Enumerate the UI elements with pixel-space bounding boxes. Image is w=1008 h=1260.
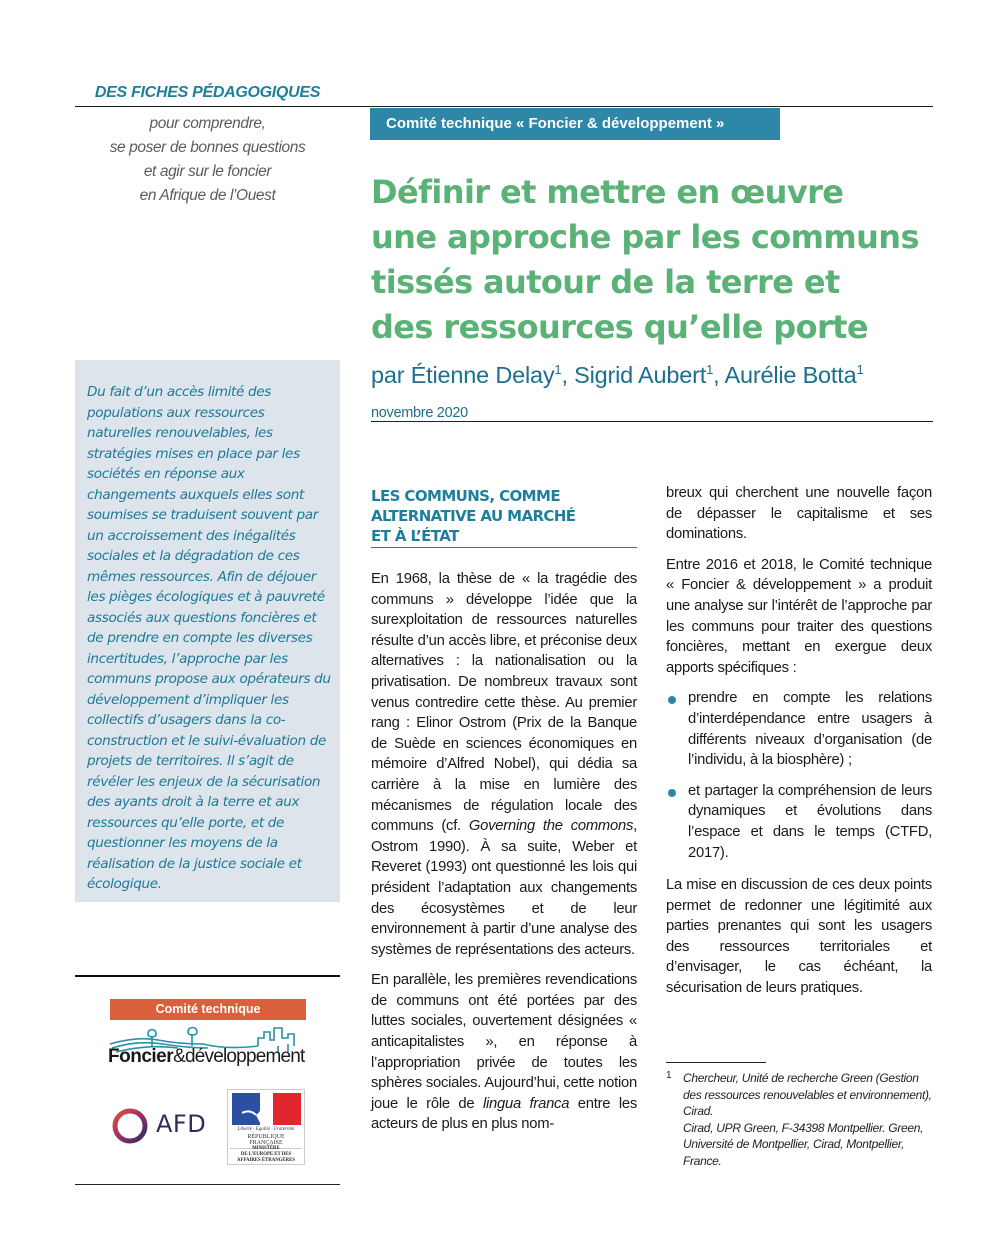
foncier-developpement-logo (108, 1046, 305, 1068)
paragraph-continuation: breux qui cherchent une nouvelle façon de dépasser le capitalisme et ses dominations. (666, 485, 932, 543)
marianne-flag-icon (232, 1093, 301, 1125)
date-divider (371, 421, 933, 422)
committee-banner: Comité technique « Foncier & développement » (370, 108, 780, 140)
author-name: par Étienne Delay (371, 362, 555, 388)
abstract-text: Du fait d’un accès limité des populations aux ressources naturelles renouvelables, les stratégies mises en place par les sociétés en réponse aux changements auxquels elles sont soumises se traduisent souvent par un accroissement des inégalités sociales et la dégradation de ces mêmes ressources. Afin de déjouer les pièges écologiques et à pauvreté associés aux questions foncières et de prendre en compte les diverses incertitudes, l’approche par les communs propose aux opérateurs du développement d’impliquer les collectifs d’usagers dans la co-construction et le suivi-évaluation de projets de territoires. Il s’agit de révéler les enjeux de la sécurisation des ayants droit à la terre et aux ressources qu’elle porte, et de questionner les moyens de la réalisation de la justice sociale et écologique. (87, 384, 331, 892)
committee-badge: Comité technique (110, 999, 306, 1020)
text-run: En parallèle, les premières revendications de communs ont été portées par des luttes sociales, ouvertement désignées « anticapitalistes », en réponse à l’appropriation privée de toutes les sphères sociales. Aujourd’hui, cette notion joue le rôle de (371, 972, 637, 1112)
section-heading (371, 486, 637, 546)
author-footnote-ref[interactable]: 1 (554, 362, 562, 378)
rf-motto: Liberté · Égalité · Fraternité (237, 1127, 295, 1132)
ministry-line: AFFAIRES ÉTRANGÈRES (237, 1158, 295, 1163)
footnote (666, 1070, 932, 1169)
section-heading-line: ET À L’ÉTAT (371, 527, 459, 545)
afd-ring-icon (110, 1106, 150, 1146)
logo-bold-word: Foncier (108, 1046, 174, 1067)
footnote-divider (666, 1062, 766, 1063)
title-line: Définir et mettre en œuvre (371, 173, 844, 211)
footnote-body (683, 1070, 932, 1169)
sidebar-divider (75, 975, 340, 977)
ministry-name (230, 1146, 302, 1164)
afd-logo-text: AFD (156, 1110, 207, 1138)
title-line: une approche par les communs (371, 218, 919, 256)
bullet-dot-icon (668, 696, 676, 704)
series-subtitle-line: pour comprendre, (149, 115, 266, 132)
body-column-2 (666, 483, 932, 1009)
text-run: entre les acteurs de plus en plus nom- (371, 1095, 637, 1133)
rf-name: RÉPUBLIQUE FRANÇAISE (230, 1134, 302, 1149)
page-title (371, 170, 941, 350)
bullet-list (666, 688, 932, 863)
text-run: , Ostrom 1990). À sa suite, Weber et Reveret (1993) ont questionné les lois qui président l’adaptation aux changements des écosystèmes et de leur environnement à partir d’une analyse des systèmes de représentations des acteurs. (371, 818, 637, 958)
series-subtitle-line: se poser de bonnes questions (109, 139, 306, 156)
sidebar-bottom-divider (75, 1184, 340, 1185)
bullet-item (666, 688, 932, 770)
bullet-item (666, 781, 932, 863)
footnote-line: Cirad, UPR Green, F-34398 Montpellier. Green, Université de Montpellier, Cirad, Montpellier, France. (683, 1120, 924, 1168)
section-heading-line: LES COMMUNS, COMME (371, 487, 560, 505)
section-divider (371, 547, 637, 548)
book-title: Governing the commons (468, 818, 634, 835)
body-column-1 (371, 569, 637, 1145)
republique-francaise-logo (227, 1089, 305, 1165)
text-run: En 1968, la thèse de « la tragédie des communs » développe l’idée que la surexploitation de ressources naturelles résulte d’un accès libre, et préconise deux alternatives : la nationalisation ou la privatisation. De nombreux travaux sont venus contredire cette thèse. Au premier rang : Elinor Ostrom (Prix de la Banque de Suède en sciences économiques en mémoire d’Alfred Nobel), qui dédia sa carrière à la mise en lumière des mécanismes de régulation locale des communs (cf. (371, 571, 637, 835)
footnote-line: Chercheur, Unité de recherche Green (Gestion des ressources renouvelables et environnement), Cirad. (683, 1071, 932, 1118)
author-footnote-ref[interactable]: 1 (856, 362, 864, 378)
bullet-text: et partager la compréhension de leurs dynamiques et évolutions dans l’espace et dans le temps (CTFD, 2017). (688, 782, 932, 861)
logo-light-word: &développement (173, 1046, 305, 1067)
top-divider (75, 106, 933, 107)
author-name: Sigrid Aubert (574, 362, 707, 388)
paragraph (371, 569, 637, 960)
separator: , (713, 362, 725, 388)
publication-date: novembre 2020 (371, 405, 468, 421)
separator: , (561, 362, 575, 388)
title-line: des ressources qu’elle porte (371, 308, 868, 346)
bullet-text: prendre en compte les relations d’interdépendance entre usagers à différents niveaux d’organisation (de l’individu, à la biosphère) ; (688, 690, 932, 769)
ministry-line: DE L’EUROPE ET DES (240, 1152, 292, 1157)
bullet-dot-icon (668, 789, 676, 797)
italic-term: lingua franca (482, 1095, 570, 1112)
section-heading-line: ALTERNATIVE AU MARCHÉ (371, 507, 576, 525)
author-footnote-ref[interactable]: 1 (706, 362, 714, 378)
paragraph: La mise en discussion de ces deux points permet de redonner une légitimité aux parties prenantes qui sont les usagers des ressources territoriales et d’envisager, le cas échéant, la sécurisation de leurs pratiques. (666, 877, 932, 997)
footnote-number: 1 (666, 1070, 672, 1081)
authors-line (371, 362, 941, 389)
series-title: DES FICHES PÉDAGOGIQUES (94, 84, 321, 101)
paragraph: Entre 2016 et 2018, le Comité technique « Foncier & développement » a produit une analyse sur l’intérêt de l’approche par les communs pour traiter des questions foncières, mettant en exergue deux apports spécifiques : (666, 556, 932, 676)
title-line: tissés autour de la terre et (371, 263, 840, 301)
series-subtitle-line: et agir sur le foncier (143, 163, 272, 180)
series-subtitle (75, 112, 340, 208)
ministry-line: MINISTÈRE (252, 1146, 280, 1151)
abstract-box (75, 360, 340, 902)
series-subtitle-line: en Afrique de l’Ouest (139, 187, 276, 204)
paragraph (371, 970, 637, 1135)
author-name: Aurélie Botta (724, 362, 857, 388)
